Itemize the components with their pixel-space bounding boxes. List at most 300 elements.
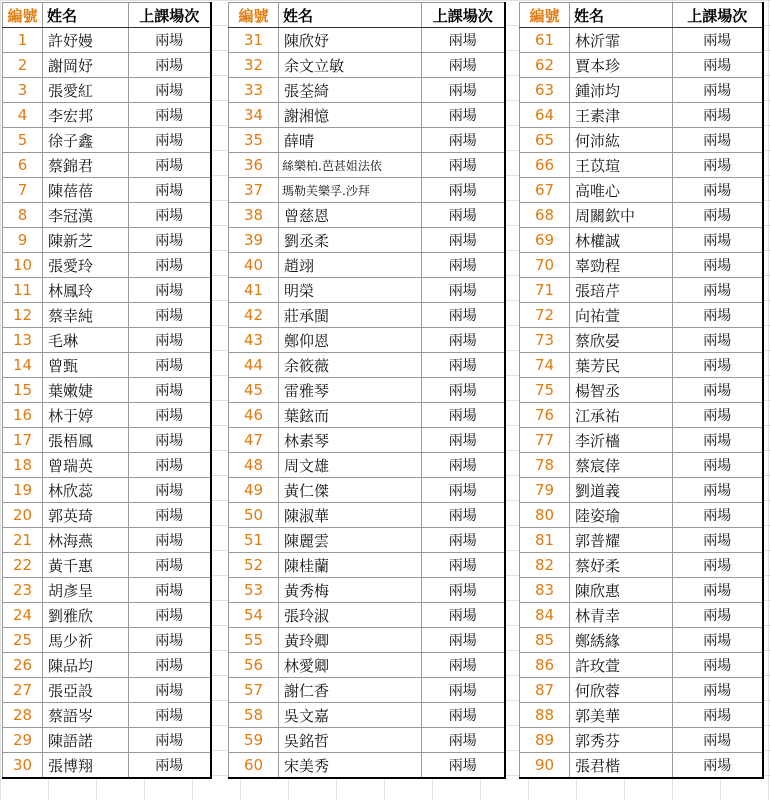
sessions-cell: 兩場 — [673, 553, 763, 578]
name-cell: 黃仁傑 — [279, 478, 422, 503]
table-row — [229, 603, 505, 628]
number-cell: 43 — [229, 328, 279, 353]
table-row — [229, 228, 505, 253]
sessions-cell: 兩場 — [673, 653, 763, 678]
number-cell: 32 — [229, 53, 279, 78]
name-cell: 李沂檣 — [570, 428, 673, 453]
sessions-cell: 兩場 — [422, 378, 505, 403]
sessions-cell: 兩場 — [422, 553, 505, 578]
table-row — [229, 303, 505, 328]
name-cell: 陳品均 — [43, 653, 129, 678]
number-cell: 1 — [3, 28, 43, 53]
table-row — [3, 553, 211, 578]
name-cell: 鄭仰恩 — [279, 328, 422, 353]
table-row — [229, 553, 505, 578]
sessions-cell: 兩場 — [129, 753, 211, 779]
number-cell: 6 — [3, 153, 43, 178]
number-cell: 45 — [229, 378, 279, 403]
name-cell: 徐子鑫 — [43, 128, 129, 153]
name-cell: 鍾沛均 — [570, 78, 673, 103]
name-cell: 王素津 — [570, 103, 673, 128]
sessions-cell: 兩場 — [422, 653, 505, 678]
name-cell: 周文雄 — [279, 453, 422, 478]
name-cell: 陸姿瑜 — [570, 503, 673, 528]
sessions-cell: 兩場 — [422, 103, 505, 128]
number-cell: 69 — [520, 228, 570, 253]
name-cell: 何沛紘 — [570, 128, 673, 153]
table-row — [229, 128, 505, 153]
sessions-cell: 兩場 — [129, 353, 211, 378]
roster-table-2 — [228, 2, 506, 779]
sessions-cell: 兩場 — [422, 753, 505, 779]
sessions-cell: 兩場 — [422, 253, 505, 278]
table-row — [520, 603, 763, 628]
name-cell: 葉芳民 — [570, 353, 673, 378]
number-cell: 59 — [229, 728, 279, 753]
name-cell: 蔡錦君 — [43, 153, 129, 178]
name-cell: 余文立敏 — [279, 53, 422, 78]
sessions-cell: 兩場 — [673, 603, 763, 628]
table-row — [3, 253, 211, 278]
sessions-cell: 兩場 — [422, 153, 505, 178]
table-row — [3, 78, 211, 103]
table-row — [229, 703, 505, 728]
sessions-cell: 兩場 — [129, 503, 211, 528]
number-cell: 34 — [229, 103, 279, 128]
table-row — [229, 378, 505, 403]
sessions-cell: 兩場 — [129, 628, 211, 653]
sessions-cell: 兩場 — [422, 678, 505, 703]
number-cell: 89 — [520, 728, 570, 753]
sessions-cell: 兩場 — [129, 703, 211, 728]
name-cell: 林青幸 — [570, 603, 673, 628]
table-row — [520, 653, 763, 678]
name-cell: 鄭綉緣 — [570, 628, 673, 653]
table-row — [3, 378, 211, 403]
name-cell: 向祐萱 — [570, 303, 673, 328]
name-cell: 蔡妤柔 — [570, 553, 673, 578]
sessions-cell: 兩場 — [673, 153, 763, 178]
table-row — [3, 728, 211, 753]
table-row — [3, 128, 211, 153]
number-cell: 2 — [3, 53, 43, 78]
table-row — [520, 203, 763, 228]
table-row — [229, 28, 505, 53]
number-cell: 83 — [520, 578, 570, 603]
sessions-cell: 兩場 — [673, 528, 763, 553]
number-cell: 25 — [3, 628, 43, 653]
table-row — [229, 628, 505, 653]
name-cell: 張博翔 — [43, 753, 129, 779]
sessions-cell: 兩場 — [422, 328, 505, 353]
name-cell: 陳麗雲 — [279, 528, 422, 553]
name-cell: 余筱薇 — [279, 353, 422, 378]
name-cell: 雷雅琴 — [279, 378, 422, 403]
table-row — [520, 628, 763, 653]
name-cell: 黃千惠 — [43, 553, 129, 578]
number-cell: 53 — [229, 578, 279, 603]
sessions-cell: 兩場 — [129, 478, 211, 503]
number-cell: 15 — [3, 378, 43, 403]
number-cell: 39 — [229, 228, 279, 253]
sessions-cell: 兩場 — [422, 78, 505, 103]
table-row — [3, 678, 211, 703]
sessions-cell: 兩場 — [422, 178, 505, 203]
number-cell: 37 — [229, 178, 279, 203]
number-cell: 80 — [520, 503, 570, 528]
name-cell: 陳淑華 — [279, 503, 422, 528]
name-cell: 張君楷 — [570, 753, 673, 779]
name-cell: 林權誠 — [570, 228, 673, 253]
sessions-cell: 兩場 — [673, 478, 763, 503]
number-cell: 49 — [229, 478, 279, 503]
sessions-cell: 兩場 — [673, 503, 763, 528]
table-row — [229, 353, 505, 378]
table-row — [520, 678, 763, 703]
name-cell: 陳新芝 — [43, 228, 129, 253]
table-row — [229, 653, 505, 678]
sessions-cell: 兩場 — [673, 328, 763, 353]
sessions-cell: 兩場 — [129, 228, 211, 253]
number-cell: 47 — [229, 428, 279, 453]
table-row — [520, 28, 763, 53]
name-header: 姓名 — [570, 3, 673, 28]
table-row — [229, 278, 505, 303]
name-cell: 馬少祈 — [43, 628, 129, 653]
sessions-cell: 兩場 — [422, 53, 505, 78]
name-cell: 劉雅欣 — [43, 603, 129, 628]
table-row — [229, 53, 505, 78]
table-row — [3, 153, 211, 178]
header-row — [3, 3, 211, 28]
sessions-cell: 兩場 — [673, 353, 763, 378]
sessions-cell: 兩場 — [673, 128, 763, 153]
sessions-cell: 兩場 — [422, 728, 505, 753]
name-cell: 薛晴 — [279, 128, 422, 153]
number-cell: 17 — [3, 428, 43, 453]
number-cell: 19 — [3, 478, 43, 503]
number-cell: 71 — [520, 278, 570, 303]
sessions-cell: 兩場 — [673, 78, 763, 103]
sessions-cell: 兩場 — [129, 578, 211, 603]
name-cell: 葉嫩婕 — [43, 378, 129, 403]
table-row — [3, 478, 211, 503]
sessions-cell: 兩場 — [673, 228, 763, 253]
number-cell: 90 — [520, 753, 570, 779]
sessions-cell: 兩場 — [422, 303, 505, 328]
table-row — [3, 53, 211, 78]
number-cell: 41 — [229, 278, 279, 303]
number-cell: 9 — [3, 228, 43, 253]
name-cell: 吳文嘉 — [279, 703, 422, 728]
table-row — [3, 28, 211, 53]
table-row — [3, 303, 211, 328]
number-cell: 57 — [229, 678, 279, 703]
sessions-cell: 兩場 — [129, 128, 211, 153]
name-cell: 林沂霏 — [570, 28, 673, 53]
name-header: 姓名 — [279, 3, 422, 28]
table-row — [520, 703, 763, 728]
sessions-cell: 兩場 — [673, 303, 763, 328]
sessions-cell: 兩場 — [673, 28, 763, 53]
name-cell: 張荃綺 — [279, 78, 422, 103]
number-cell: 58 — [229, 703, 279, 728]
number-cell: 64 — [520, 103, 570, 128]
table-row — [229, 678, 505, 703]
sessions-cell: 兩場 — [673, 53, 763, 78]
name-cell: 蔡宸倖 — [570, 453, 673, 478]
table-row — [229, 528, 505, 553]
sessions-cell: 兩場 — [422, 453, 505, 478]
name-cell: 宋美秀 — [279, 753, 422, 779]
table-row — [520, 403, 763, 428]
name-cell: 張玲淑 — [279, 603, 422, 628]
number-cell: 82 — [520, 553, 570, 578]
name-cell: 曾慈恩 — [279, 203, 422, 228]
sessions-cell: 兩場 — [673, 428, 763, 453]
table-row — [520, 428, 763, 453]
sessions-cell: 兩場 — [673, 453, 763, 478]
roster-table-3 — [519, 2, 764, 779]
table-row — [520, 328, 763, 353]
table-row — [229, 153, 505, 178]
sessions-cell: 兩場 — [673, 753, 763, 779]
name-cell: 謝仁香 — [279, 678, 422, 703]
name-cell: 張梧鳳 — [43, 428, 129, 453]
number-cell: 86 — [520, 653, 570, 678]
name-cell: 張愛紅 — [43, 78, 129, 103]
sessions-cell: 兩場 — [129, 253, 211, 278]
number-cell: 72 — [520, 303, 570, 328]
name-cell: 何欣蓉 — [570, 678, 673, 703]
number-cell: 4 — [3, 103, 43, 128]
sessions-cell: 兩場 — [422, 28, 505, 53]
table-row — [3, 503, 211, 528]
name-cell: 陳欣妤 — [279, 28, 422, 53]
table-row — [520, 103, 763, 128]
table-row — [229, 78, 505, 103]
number-cell: 54 — [229, 603, 279, 628]
sessions-cell: 兩場 — [129, 678, 211, 703]
table-row — [3, 528, 211, 553]
name-cell: 許玫萱 — [570, 653, 673, 678]
sessions-cell: 兩場 — [673, 703, 763, 728]
table-row — [229, 103, 505, 128]
name-cell: 黃秀梅 — [279, 578, 422, 603]
table-row — [3, 353, 211, 378]
number-cell: 38 — [229, 203, 279, 228]
number-cell: 51 — [229, 528, 279, 553]
table-row — [229, 253, 505, 278]
table-row — [520, 253, 763, 278]
name-cell: 辜勁程 — [570, 253, 673, 278]
number-cell: 63 — [520, 78, 570, 103]
number-cell: 28 — [3, 703, 43, 728]
name-cell: 王苡瑄 — [570, 153, 673, 178]
number-cell: 8 — [3, 203, 43, 228]
name-cell: 周關欽中 — [570, 203, 673, 228]
number-cell: 22 — [3, 553, 43, 578]
sessions-cell: 兩場 — [422, 353, 505, 378]
sessions-cell: 兩場 — [129, 28, 211, 53]
number-cell: 20 — [3, 503, 43, 528]
number-cell: 23 — [3, 578, 43, 603]
name-cell: 蔡語岑 — [43, 703, 129, 728]
number-cell: 67 — [520, 178, 570, 203]
name-cell: 毛琳 — [43, 328, 129, 353]
sessions-cell: 兩場 — [422, 503, 505, 528]
number-cell: 76 — [520, 403, 570, 428]
table-row — [520, 78, 763, 103]
name-cell: 謝岡妤 — [43, 53, 129, 78]
sessions-cell: 兩場 — [422, 403, 505, 428]
number-cell: 78 — [520, 453, 570, 478]
table-row — [229, 453, 505, 478]
sessions-cell: 兩場 — [129, 153, 211, 178]
table-row — [520, 153, 763, 178]
table-row — [520, 453, 763, 478]
sessions-cell: 兩場 — [422, 428, 505, 453]
sessions-cell: 兩場 — [673, 578, 763, 603]
name-cell: 陳欣惠 — [570, 578, 673, 603]
table-row — [3, 103, 211, 128]
name-cell: 郭普耀 — [570, 528, 673, 553]
table-row — [3, 278, 211, 303]
number-cell: 68 — [520, 203, 570, 228]
sessions-cell: 兩場 — [129, 378, 211, 403]
name-cell: 絲樂柏.芭甚姐法依 — [279, 153, 422, 178]
number-cell: 35 — [229, 128, 279, 153]
number-header: 編號 — [229, 3, 279, 28]
name-cell: 林于婷 — [43, 403, 129, 428]
number-cell: 33 — [229, 78, 279, 103]
roster-table-1 — [2, 2, 212, 779]
sessions-cell: 兩場 — [673, 278, 763, 303]
name-cell: 劉道義 — [570, 478, 673, 503]
sessions-cell: 兩場 — [422, 578, 505, 603]
sessions-cell: 兩場 — [422, 228, 505, 253]
name-cell: 謝湘憶 — [279, 103, 422, 128]
sessions-cell: 兩場 — [422, 203, 505, 228]
sessions-cell: 兩場 — [129, 453, 211, 478]
name-cell: 林愛卿 — [279, 653, 422, 678]
name-cell: 郭秀芬 — [570, 728, 673, 753]
sessions-cell: 兩場 — [129, 203, 211, 228]
name-cell: 李冠漢 — [43, 203, 129, 228]
table-row — [3, 603, 211, 628]
number-cell: 48 — [229, 453, 279, 478]
table-row — [3, 653, 211, 678]
name-cell: 楊智丞 — [570, 378, 673, 403]
number-cell: 21 — [3, 528, 43, 553]
sessions-cell: 兩場 — [129, 728, 211, 753]
table-row — [520, 128, 763, 153]
sessions-cell: 兩場 — [129, 53, 211, 78]
table-row — [520, 753, 763, 779]
name-cell: 江承祐 — [570, 403, 673, 428]
number-cell: 3 — [3, 78, 43, 103]
name-cell: 林素琴 — [279, 428, 422, 453]
name-cell: 莊承閩 — [279, 303, 422, 328]
table-row — [3, 178, 211, 203]
sessions-cell: 兩場 — [422, 278, 505, 303]
table-row — [520, 528, 763, 553]
table-row — [520, 378, 763, 403]
name-cell: 曾瑞英 — [43, 453, 129, 478]
number-cell: 62 — [520, 53, 570, 78]
number-cell: 24 — [3, 603, 43, 628]
number-cell: 12 — [3, 303, 43, 328]
number-cell: 65 — [520, 128, 570, 153]
table-row — [520, 578, 763, 603]
number-cell: 11 — [3, 278, 43, 303]
table-row — [520, 553, 763, 578]
number-cell: 42 — [229, 303, 279, 328]
number-header: 編號 — [3, 3, 43, 28]
name-cell: 黃玲卿 — [279, 628, 422, 653]
number-cell: 88 — [520, 703, 570, 728]
table-row — [520, 353, 763, 378]
sessions-cell: 兩場 — [129, 403, 211, 428]
table-row — [229, 503, 505, 528]
name-cell: 高唯心 — [570, 178, 673, 203]
sessions-cell: 兩場 — [422, 478, 505, 503]
sessions-cell: 兩場 — [422, 703, 505, 728]
number-cell: 7 — [3, 178, 43, 203]
name-cell: 郭美華 — [570, 703, 673, 728]
name-cell: 明榮 — [279, 278, 422, 303]
name-cell: 曾甄 — [43, 353, 129, 378]
table-row — [229, 578, 505, 603]
sessions-cell: 兩場 — [422, 128, 505, 153]
table-row — [229, 328, 505, 353]
number-cell: 85 — [520, 628, 570, 653]
table-row — [520, 53, 763, 78]
number-cell: 27 — [3, 678, 43, 703]
table-row — [520, 303, 763, 328]
sessions-cell: 兩場 — [129, 603, 211, 628]
name-cell: 賈本珍 — [570, 53, 673, 78]
table-row — [3, 453, 211, 478]
name-cell: 陳語諾 — [43, 728, 129, 753]
sessions-cell: 兩場 — [673, 178, 763, 203]
number-cell: 55 — [229, 628, 279, 653]
table-row — [520, 728, 763, 753]
sessions-cell: 兩場 — [673, 728, 763, 753]
number-cell: 31 — [229, 28, 279, 53]
table-row — [520, 178, 763, 203]
name-cell: 葉鉉而 — [279, 403, 422, 428]
name-cell: 林海燕 — [43, 528, 129, 553]
name-cell: 李宏邦 — [43, 103, 129, 128]
number-cell: 81 — [520, 528, 570, 553]
table-row — [229, 178, 505, 203]
number-cell: 46 — [229, 403, 279, 428]
name-cell: 郭英琦 — [43, 503, 129, 528]
table-row — [520, 478, 763, 503]
number-cell: 44 — [229, 353, 279, 378]
name-header: 姓名 — [43, 3, 129, 28]
name-cell: 張琣芹 — [570, 278, 673, 303]
sessions-cell: 兩場 — [129, 428, 211, 453]
number-cell: 77 — [520, 428, 570, 453]
number-cell: 70 — [520, 253, 570, 278]
name-cell: 張愛玲 — [43, 253, 129, 278]
name-cell: 劉丞柔 — [279, 228, 422, 253]
table-row — [3, 203, 211, 228]
name-cell: 趙翊 — [279, 253, 422, 278]
sessions-cell: 兩場 — [129, 328, 211, 353]
